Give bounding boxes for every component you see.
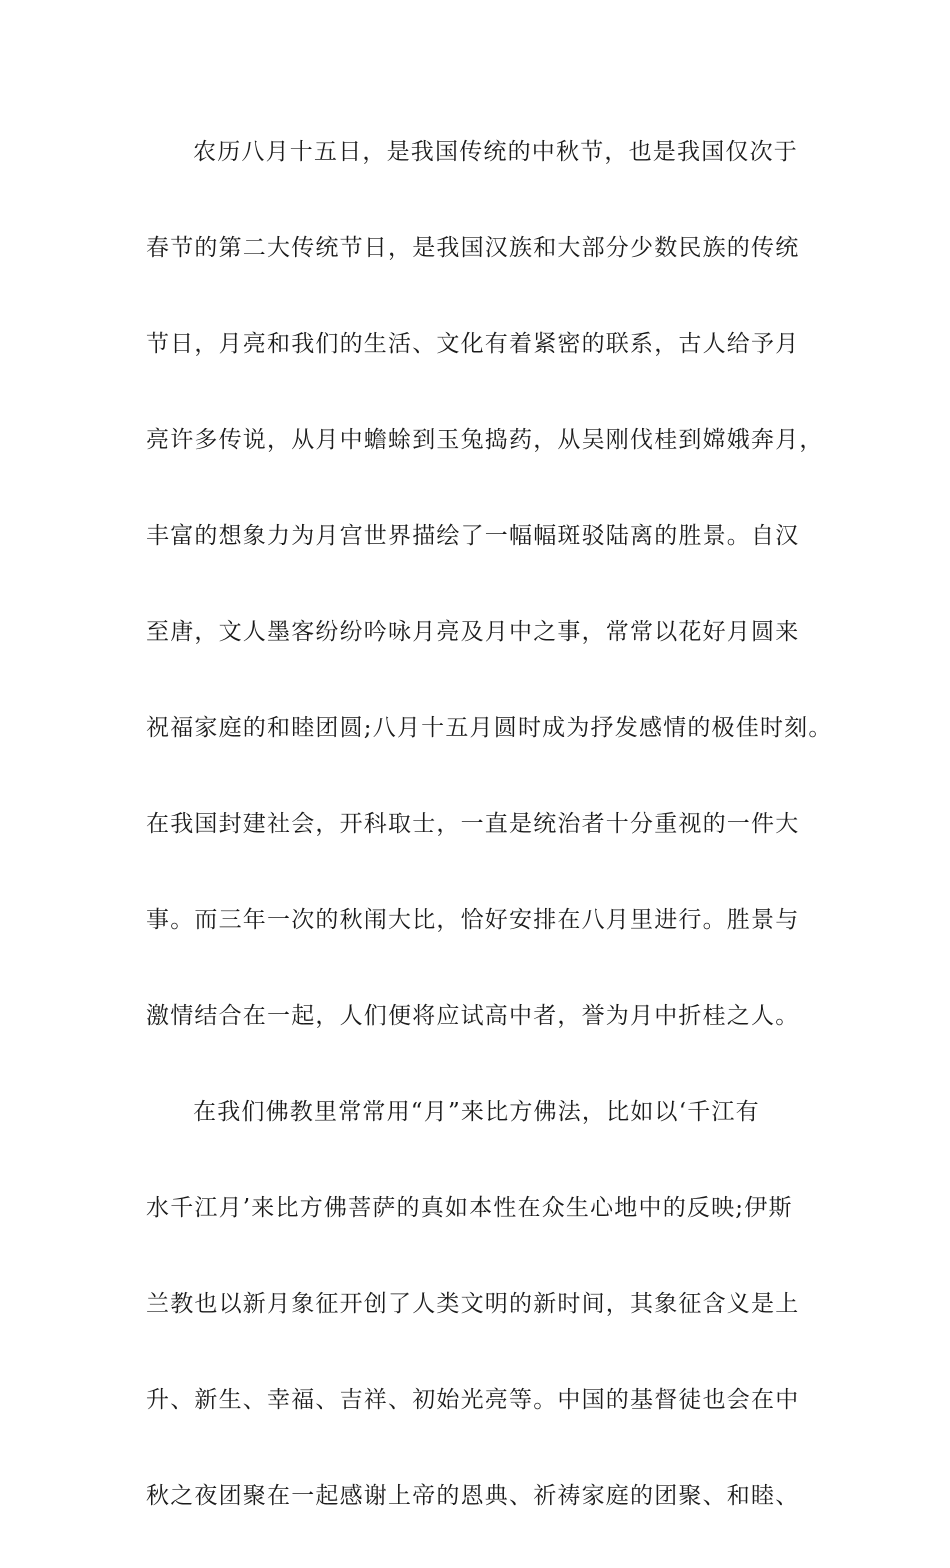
paragraph-1-line-9: 事。而三年一次的秋闱大比，恰好安排在八月里进行。胜景与	[146, 907, 800, 933]
paragraph-1-line-2: 春节的第二大传统节日，是我国汉族和大部分少数民族的传统	[146, 235, 800, 261]
paragraph-2-line-4: 升、新生、幸福、吉祥、初始光亮等。中国的基督徒也会在中	[146, 1387, 800, 1413]
paragraph-2-line-5: 秋之夜团聚在一起感谢上帝的恩典、祈祷家庭的团聚、和睦、	[146, 1483, 800, 1509]
paragraph-1-line-1: 农历八月十五日，是我国传统的中秋节，也是我国仅次于	[193, 139, 798, 165]
body-text	[146, 128, 833, 1568]
paragraph-1-line-3: 节日，月亮和我们的生活、文化有着紧密的联系，古人给予月	[146, 331, 800, 357]
paragraph-2-line-3: 兰教也以新月象征开创了人类文明的新时间，其象征含义是上	[146, 1291, 800, 1317]
paragraph-2-line-2: 水千江月’来比方佛菩萨的真如本性在众生心地中的反映;伊斯	[146, 1195, 793, 1221]
paragraph-1-line-7: 祝福家庭的和睦团圆;八月十五月圆时成为抒发感情的极佳时刻。	[146, 715, 833, 741]
paragraph-1-line-6: 至唐，文人墨客纷纷吟咏月亮及月中之事，常常以花好月圆来	[146, 619, 800, 645]
paragraph-1-line-10: 激情结合在一起，人们便将应试高中者，誉为月中折桂之人。	[146, 1003, 800, 1029]
paragraph-2-line-1: 在我们佛教里常常用“月”来比方佛法，比如以‘千江有	[193, 1099, 760, 1125]
paragraph-1-line-8: 在我国封建社会，开科取士，一直是统治者十分重视的一件大	[146, 811, 800, 837]
paragraph-1-line-4: 亮许多传说，从月中蟾蜍到玉兔捣药，从吴刚伐桂到嫦娥奔月，	[146, 427, 824, 453]
paragraph-1-line-5: 丰富的想象力为月宫世界描绘了一幅幅斑驳陆离的胜景。自汉	[146, 523, 800, 549]
